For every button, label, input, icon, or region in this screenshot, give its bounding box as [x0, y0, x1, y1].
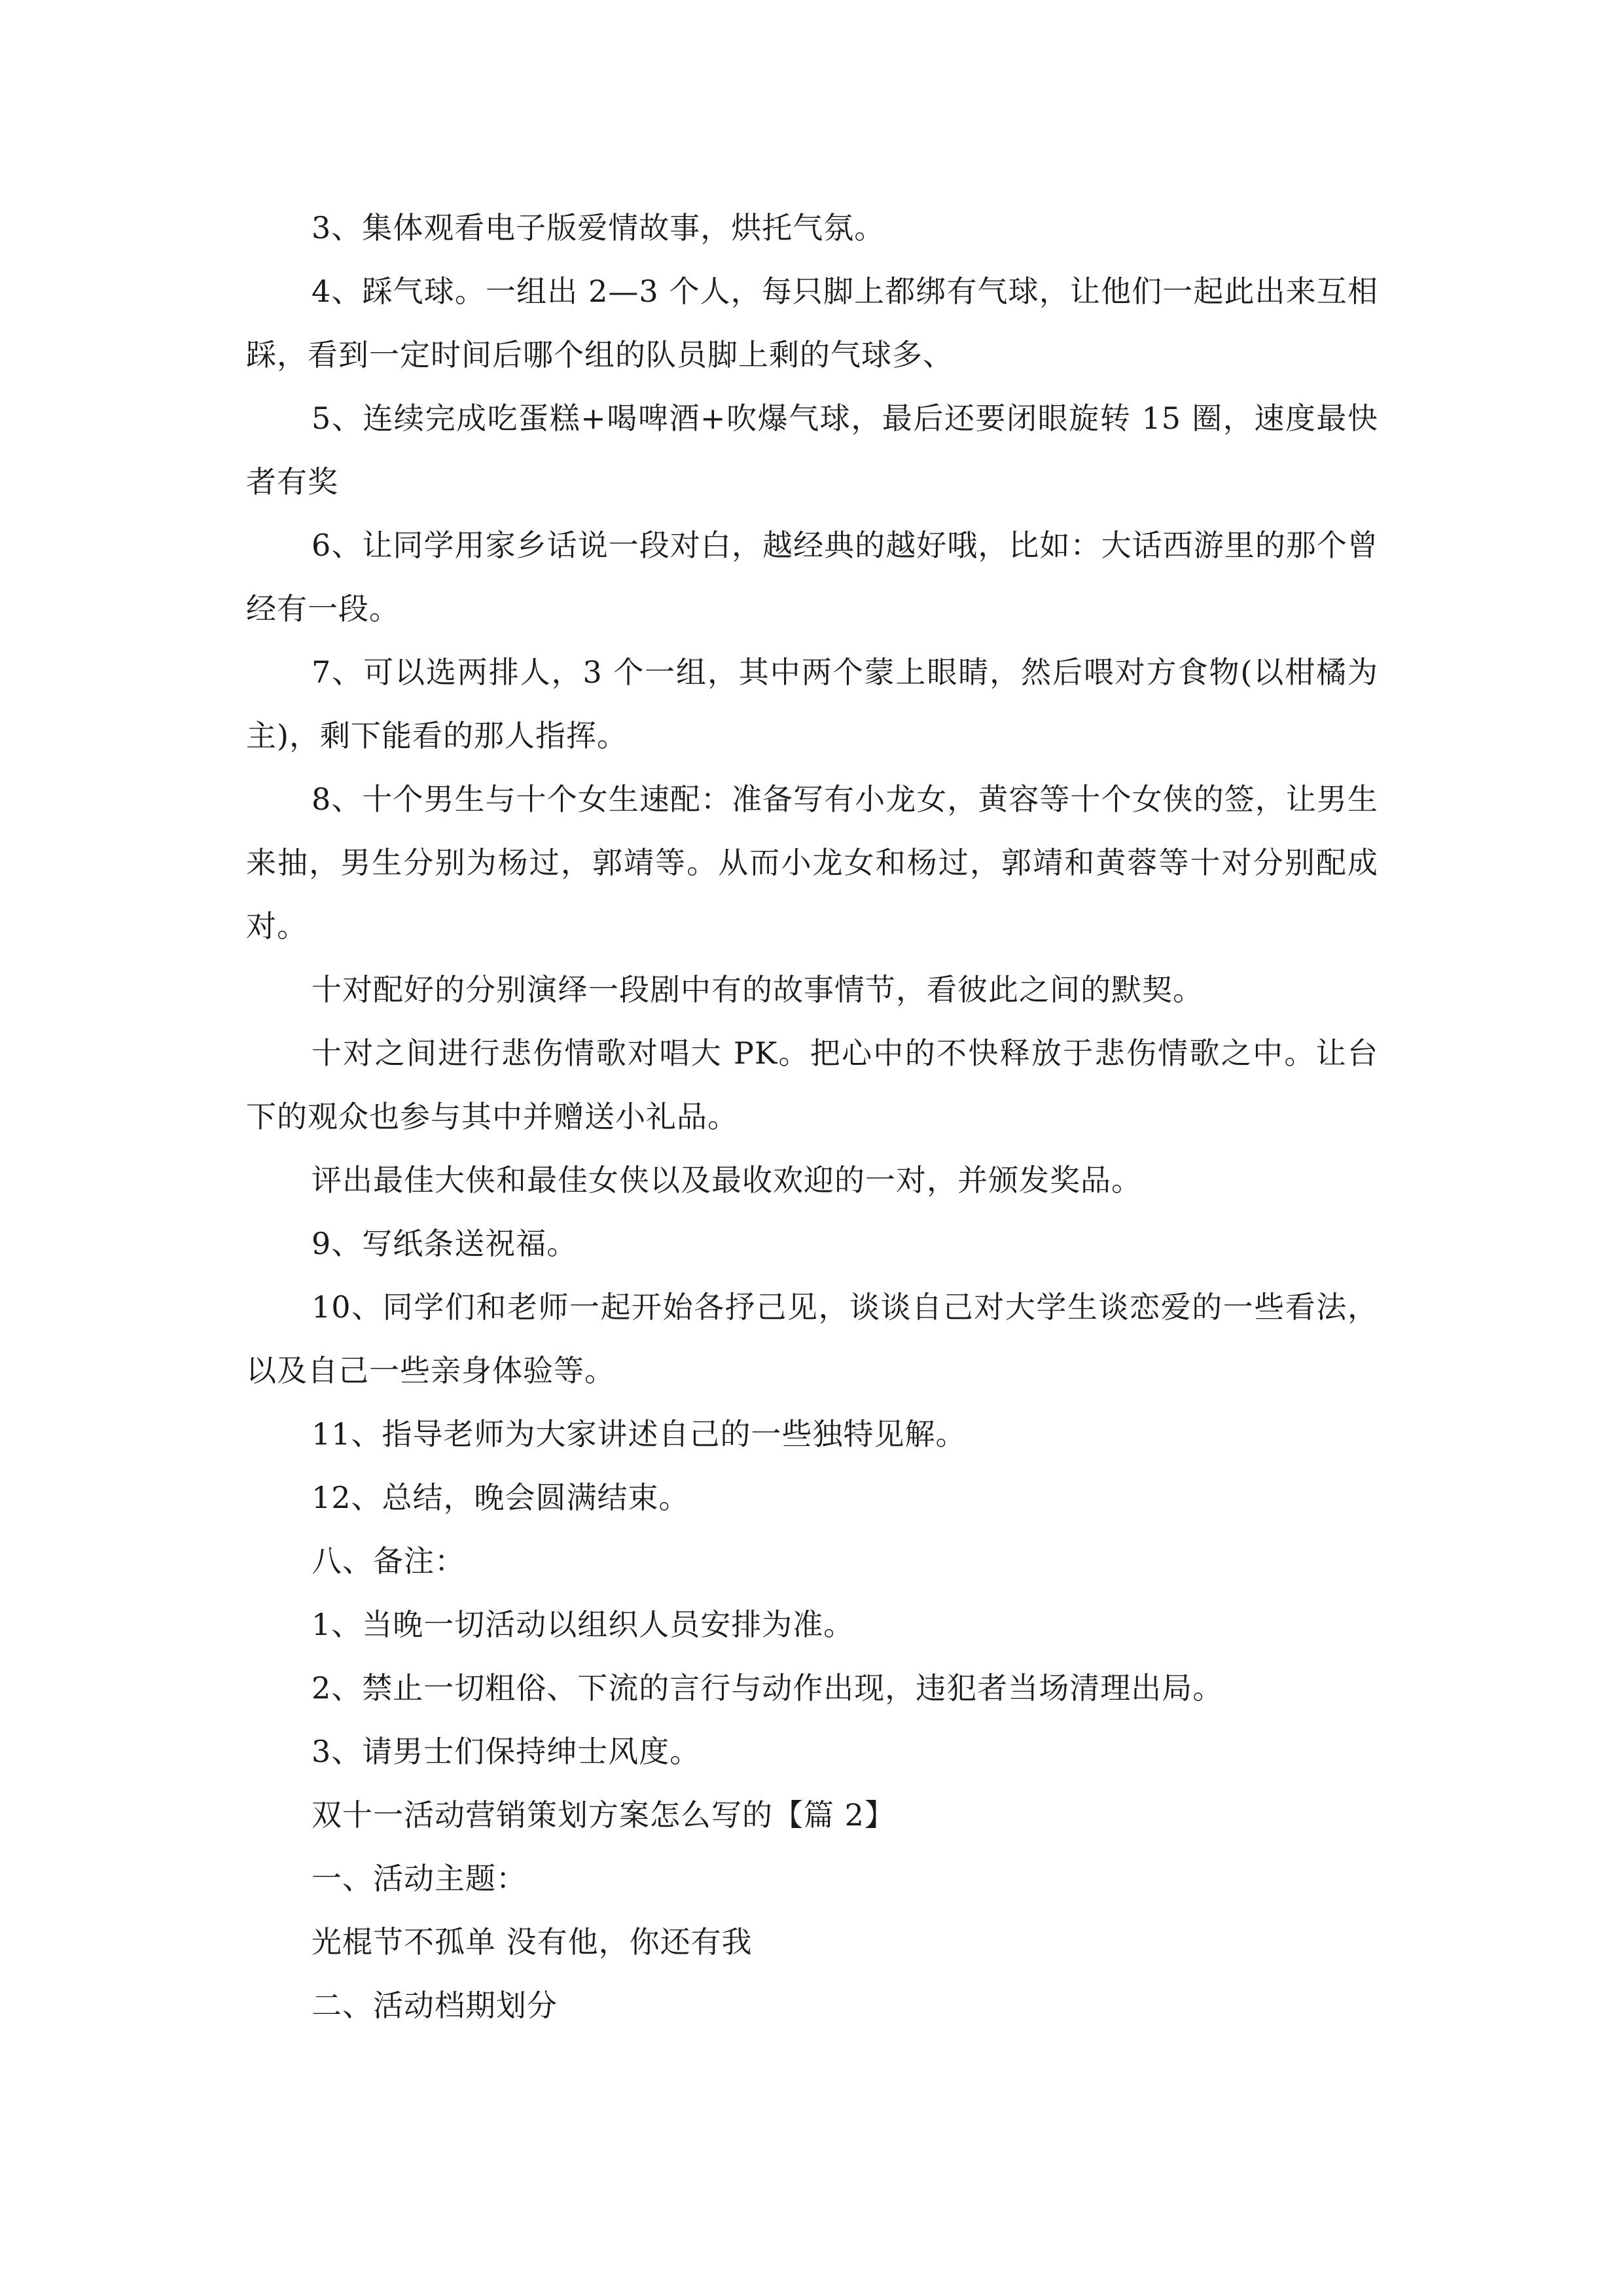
- paragraph: 8、十个男生与十个女生速配：准备写有小龙女，黄容等十个女侠的签，让男生来抽，男生分别为杨过，郭靖等。从而小龙女和杨过，郭靖和黄蓉等十对分别配成对。: [246, 781, 1378, 944]
- paragraph: 3、请男士们保持绅士风度。: [312, 1734, 701, 1769]
- paragraph: 光棍节不孤单 没有他，你还有我: [312, 1924, 753, 1960]
- paragraph: 评出最佳大侠和最佳女侠以及最收欢迎的一对，并颁发奖品。: [312, 1162, 1142, 1198]
- article-title: 双十一活动营销策划方案怎么写的【篇 2】: [312, 1797, 895, 1833]
- paragraph: 3、集体观看电子版爱情故事，烘托气氛。: [312, 210, 885, 245]
- paragraph: 7、可以选两排人，3 个一组，其中两个蒙上眼睛，然后喂对方食物(以柑橘为主)，剩下能看的那人指挥。: [246, 655, 1378, 753]
- paragraph: 十对配好的分别演绎一段剧中有的故事情节，看彼此之间的默契。: [312, 972, 1204, 1007]
- paragraph: 9、写纸条送祝福。: [312, 1226, 578, 1261]
- paragraph: 11、指导老师为大家讲述自己的一些独特见解。: [312, 1416, 967, 1452]
- section-heading: 八、备注：: [312, 1543, 465, 1579]
- section-heading: 二、活动档期划分: [312, 1988, 558, 2023]
- paragraph: 6、让同学用家乡话说一段对白，越经典的越好哦，比如：大话西游里的那个曾经有一段。: [246, 528, 1378, 626]
- paragraph: 12、总结，晚会圆满结束。: [312, 1480, 690, 1515]
- document-body: [246, 196, 1378, 2037]
- paragraph: 5、连续完成吃蛋糕+喝啤酒+吹爆气球，最后还要闭眼旋转 15 圈，速度最快者有奖: [246, 401, 1378, 499]
- paragraph: 10、同学们和老师一起开始各抒己见，谈谈自己对大学生谈恋爱的一些看法，以及自己一些亲身体验等。: [246, 1289, 1378, 1388]
- paragraph: 1、当晚一切活动以组织人员安排为准。: [312, 1607, 855, 1642]
- paragraph: 2、禁止一切粗俗、下流的言行与动作出现，违犯者当场清理出局。: [312, 1670, 1224, 1706]
- paragraph: 4、踩气球。一组出 2—3 个人，每只脚上都绑有气球，让他们一起此出来互相踩，看到一定时间后哪个组的队员脚上剩的气球多、: [246, 274, 1378, 372]
- paragraph: 十对之间进行悲伤情歌对唱大 PK。把心中的不快释放于悲伤情歌之中。让台下的观众也参与其中并赠送小礼品。: [246, 1035, 1378, 1134]
- section-heading: 一、活动主题：: [312, 1861, 527, 1896]
